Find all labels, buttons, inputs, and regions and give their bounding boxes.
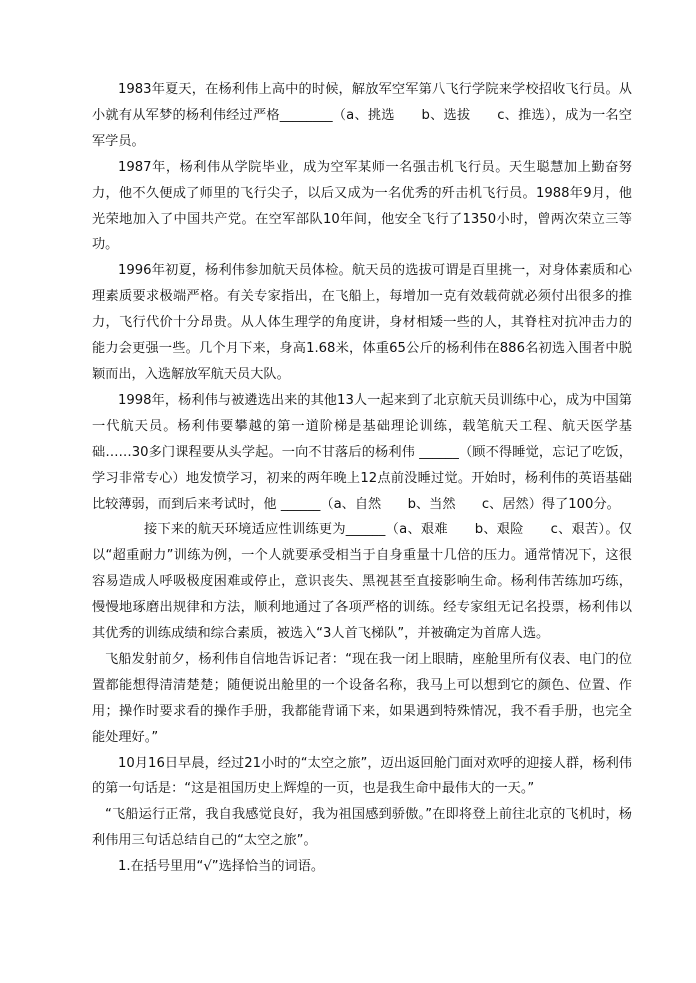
paragraph-launch-eve: 飞船发射前夕，杨利伟自信地告诉记者：“现在我一闭上眼睛，座舱里所有仪表、电门的位置都能想得清清楚楚；随便说出舱里的一个设备名称，我马上可以想到它的颜色、位置、作用；操作时要求看的操作手册，我都能背诵下来，如果遇到特殊情况，我不看手册，也完全能处理好。” — [92, 651, 632, 745]
article-body — [92, 77, 632, 880]
paragraph-training: 接下来的航天环境适应性训练更为______（a、艰难 b、艰险 c、艰苦）。仅以“超重耐力”训练为例，一个人就要承受相当于自身重量十几倍的压力。通常情况下，这很容易造成人呼吸极度困难或停止，意识丧失、黑视甚至直接影响生命。杨利伟苦练加巧练，慢慢地琢磨出规律和方法，顺利地通过了各项严格的训练。经专家组无记名投票，杨利伟以其优秀的训练成绩和综合素质，被选入“3人首飞梯队”，并被确定为首席人选。 — [92, 522, 632, 642]
paragraph-1998: 1998年，杨利伟与被遴选出来的其他13人一起来到了北京航天员训练中心，成为中国第一代航天员。杨利伟要攀越的第一道阶梯是基础理论训练，载笔航天工程、航天医学基础……30多门课程要从头学起。一向不甘落后的杨利伟 ______（顾不得睡觉，忘记了吃饭，学习非常专心）地发愤学习，初来的两年晚上12点前没睡过觉。开始时，杨利伟的英语基础比较薄弱，而到后来考试时，他 ______（a、自然 b、当然 c、居然）得了100分。 — [92, 392, 632, 512]
paragraph-summary-quote: “飞船运行正常，我自我感觉良好，我为祖国感到骄傲。”在即将登上前往北京的飞机时，杨利伟用三句话总结自己的“太空之旅”。 — [92, 807, 632, 849]
paragraph-1996: 1996年初夏，杨利伟参加航天员体检。航天员的选拔可谓是百里挑一，对身体素质和心理素质要求极端严格。有关专家指出，在飞船上，每增加一克有效载荷就必须付出很多的推力，飞行代价十分昂贵。从人体生理学的角度讲，身材相矮一些的人，其脊柱对抗冲击力的能力会更强一些。几个月下来，身高1.68米，体重65公斤的杨利伟在886名初选入围者中脱颖而出，入选解放军航天员大队。 — [92, 263, 632, 382]
paragraph-october-16: 10月16日早晨，经过21小时的“太空之旅”，迈出返回舱门面对欢呼的迎接人群，杨利伟的第一句话是：“这是祖国历史上辉煌的一页，也是我生命中最伟大的一天。” — [92, 755, 632, 797]
paragraph-1987: 1987年，杨利伟从学院毕业，成为空军某师一名强击机飞行员。天生聪慧加上勤奋努力，他不久便成了师里的飞行尖子，以后又成为一名优秀的歼击机飞行员。1988年9月，他光荣地加入了中国共产党。在空军部队10年间，他安全飞行了1350小时，曾两次荣立三等功。 — [92, 159, 632, 253]
paragraph-1983: 1983年夏天，在杨利伟上高中的时候，解放军空军第八飞行学院来学校招收飞行员。从小就有从军梦的杨利伟经过严格________（a、挑选 b、选拔 c、推选），成为一名空军学员。 — [92, 82, 632, 149]
question-1: 1.在括号里用“√”选择恰当的词语。 — [118, 859, 325, 875]
